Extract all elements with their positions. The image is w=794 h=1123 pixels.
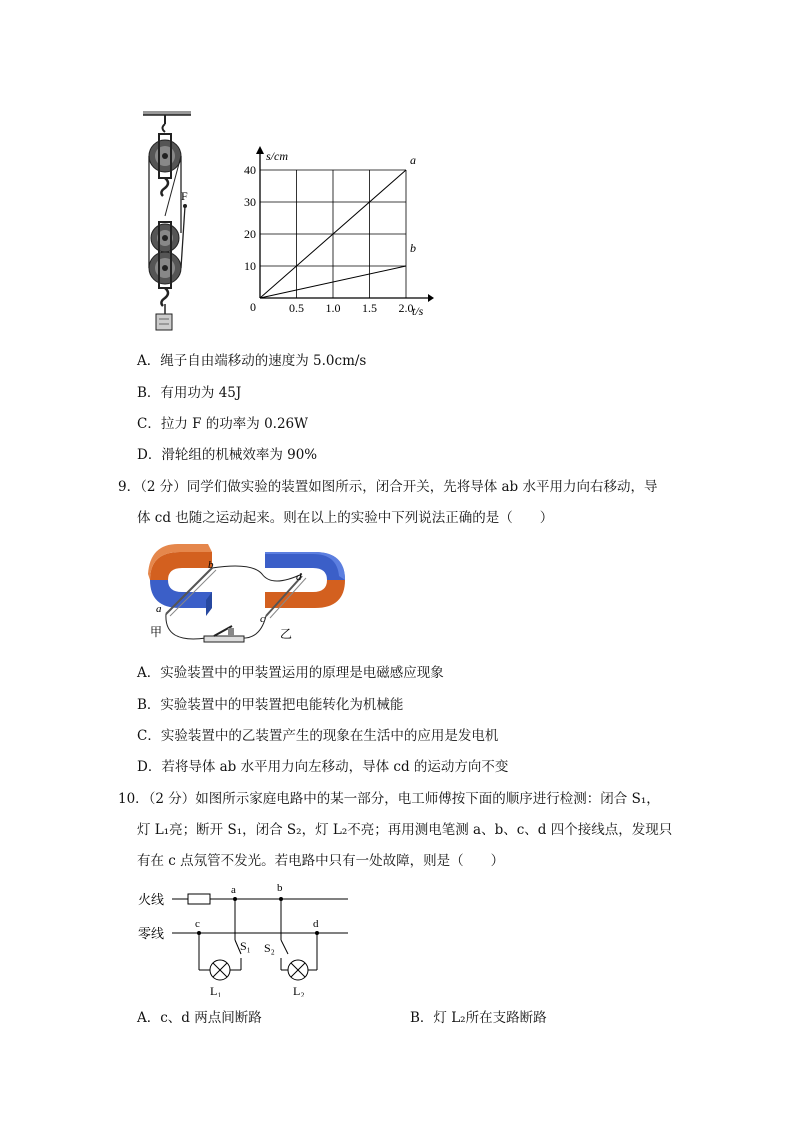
y-tick-label: 40 [244,163,256,177]
svg-text:零线: 零线 [138,926,165,941]
x-axis-arrow [428,294,434,302]
magnet-experiment-figure [140,540,355,652]
x-tick-label: 1.5 [362,301,377,315]
svg-text:d: d [313,918,319,930]
svg-text:乙: 乙 [280,627,293,641]
svg-text:火线: 火线 [138,892,165,907]
q9-stem-line-1: 9．（2 分）同学们做实验的装置如图所示，闭合开关，先将导体 ab 水平用力向右移动，导 [118,479,658,495]
q8-option-b: B．有用功为 45J [137,385,242,401]
svg-text:b: b [208,559,214,571]
q8-option-a: A．绳子自由端移动的速度为 5.0cm/s [137,353,367,369]
x-tick-label: 0.5 [289,301,304,315]
q8-option-c: C．拉力 F 的功率为 0.26W [137,416,309,432]
q10-stem-line-1: 10．（2 分）如图所示家庭电路中的某一部分，电工师傅按下面的顺序进行检测：闭合 S₁， [118,791,660,807]
svg-text:b: b [277,882,283,894]
svg-text:a: a [156,603,162,615]
x-tick-label: 1.0 [325,301,341,315]
y-axis-arrow [256,146,264,154]
svg-text:a: a [231,884,236,896]
svg-text:L₁: L₁ [210,984,222,997]
household-circuit-figure [138,882,353,997]
y-tick-label: 10 [244,259,256,273]
q9-stem-line-2: 体 cd 也随之运动起来。则在以上的实验中下列说法正确的是（ ） [137,510,554,526]
svg-text:c: c [260,613,265,625]
force-label: F [181,189,188,203]
series-label-a: a [410,153,416,167]
x-tick-label: 2.0 [398,301,414,315]
y-tick-label: 30 [244,195,256,209]
q10-option-a: A．c、d 两点间断路 [137,1010,262,1026]
svg-text:c: c [195,918,200,930]
x-axis-label: t/s [412,304,424,318]
q10-stem-line-2: 灯 L₁亮；断开 S₁，闭合 S₂，灯 L₂不亮；再用测电笔测 a、b、c、d 四个接线点，发现只 [137,822,673,838]
svg-text:S₁: S₁ [240,939,251,953]
svg-text:S₂: S₂ [264,941,275,955]
y-axis-label: s/cm [266,149,288,163]
q10-option-b: B．灯 L₂所在支路断路 [410,1010,547,1026]
q10-stem-line-3: 有在 c 点氖管不发光。若电路中只有一处故障，则是（ ） [137,853,505,869]
q9-option-c: C．实验装置中的乙装置产生的现象在生活中的应用是发电机 [137,728,499,744]
svg-text:d: d [296,571,302,583]
distance-time-chart [238,140,438,325]
pulley-system-figure [135,108,205,336]
series-label-b: b [410,241,416,255]
q8-option-d: D．滑轮组的机械效率为 90% [137,447,318,463]
origin-label: 0 [250,300,256,314]
q9-option-d: D．若将导体 ab 水平用力向左移动，导体 cd 的运动方向不变 [137,759,509,775]
q9-option-b: B．实验装置中的甲装置把电能转化为机械能 [137,697,404,713]
svg-text:L₂: L₂ [293,984,305,997]
svg-text:甲: 甲 [150,625,163,639]
y-tick-label: 20 [244,227,256,241]
q9-option-a: A．实验装置中的甲装置运用的原理是电磁感应现象 [137,665,444,681]
